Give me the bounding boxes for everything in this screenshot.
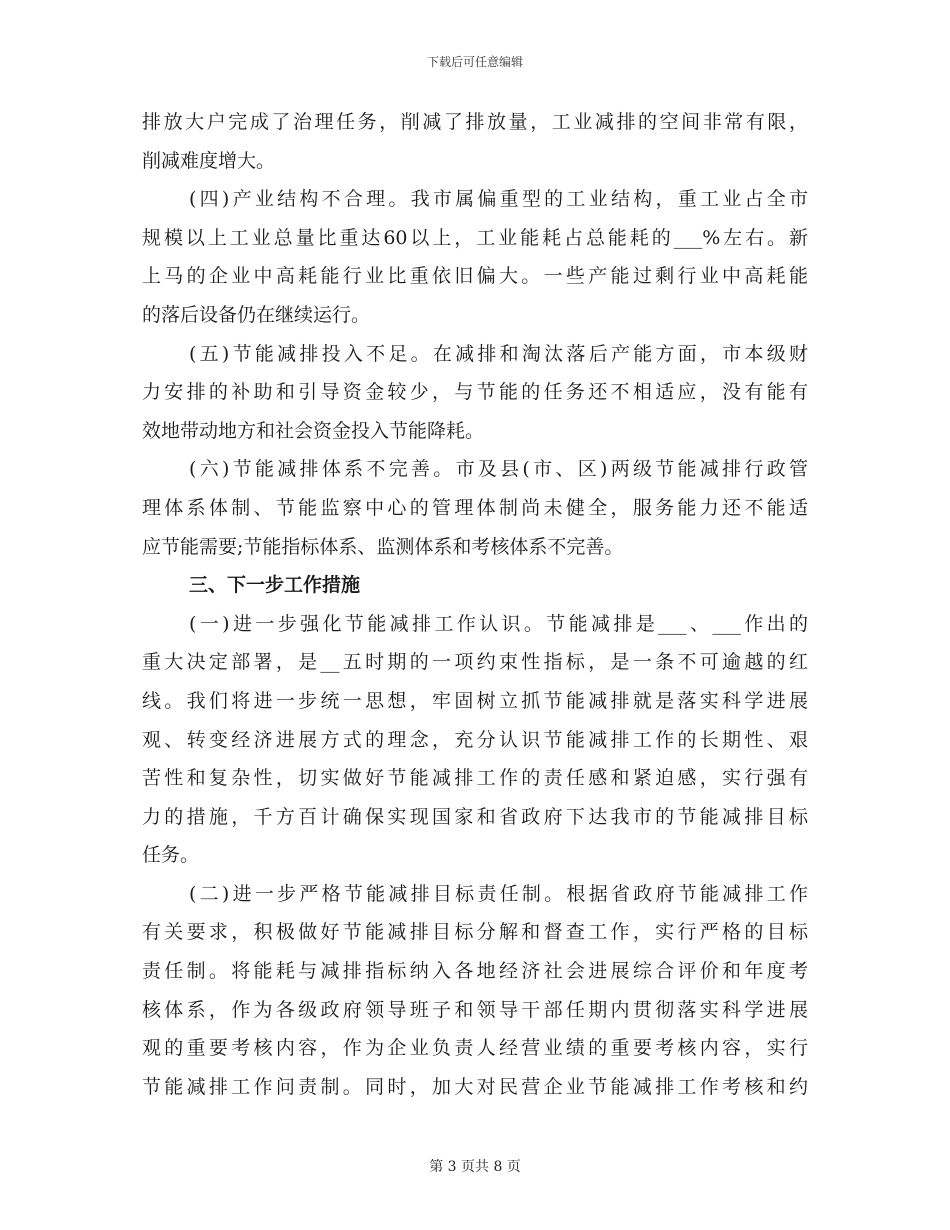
text-line: 责任制。将能耗与减排指标纳入各地经济社会进展综合评价和年度考	[142, 960, 808, 983]
text-line: 观、转变经济进展方式的理念，充分认识节能减排工作的长期性、艰	[142, 728, 808, 751]
paragraph-first-line: (五)节能减排投入不足。在减排和淘汰落后产能方面，市本级财	[189, 342, 808, 365]
text-line: 效地带动地方和社会资金投入节能降耗。	[142, 419, 485, 442]
text-line: 上马的企业中高耗能行业比重依旧偏大。一些产能过剩行业中高耗能	[142, 265, 808, 288]
page-number: 第 3 页共 8 页	[429, 1159, 521, 1175]
document-body	[142, 103, 808, 1106]
text-line: 重大决定部署，是__五时期的一项约束性指标，是一条不可逾越的红	[142, 651, 808, 674]
text-line: 有关要求，积极做好节能减排目标分解和督查工作，实行严格的目标	[142, 921, 808, 944]
text-line: 规模以上工业总量比重达60以上，工业能耗占总能耗的___%左右。新	[142, 226, 808, 249]
page-header: 下载后可任意编辑	[426, 55, 523, 69]
text-line: 力安排的补助和引导资金较少，与节能的任务还不相适应，没有能有	[142, 381, 808, 404]
section-heading: 三、下一步工作措施	[189, 574, 361, 597]
paragraph-first-line: (六)节能减排体系不完善。市及县(市、区)两级节能减排行政管	[189, 458, 808, 481]
text-line: 线。我们将进一步统一思想，牢固树立抓节能减排就是落实科学进展	[142, 689, 808, 712]
text-line: 核体系，作为各级政府领导班子和领导干部任期内贯彻落实科学进展	[142, 998, 808, 1021]
text-line: 观的重要考核内容，作为企业负责人经营业绩的重要考核内容，实行	[142, 1037, 808, 1060]
text-line: 应节能需要;节能指标体系、监测体系和考核体系不完善。	[142, 535, 624, 558]
text-line: 任务。	[142, 844, 200, 867]
paragraph-first-line: (二)进一步严格节能减排目标责任制。根据省政府节能减排工作	[189, 882, 808, 905]
text-line: 的落后设备仍在继续运行。	[142, 303, 371, 326]
text-line: 理体系体制、节能监察中心的管理体制尚未健全，服务能力还不能适	[142, 496, 808, 519]
paragraph-first-line: (一)进一步强化节能减排工作认识。节能减排是___、___作出的	[189, 612, 808, 635]
text-line: 节能减排工作问责制。同时，加大对民营企业节能减排工作考核和约	[142, 1075, 808, 1098]
paragraph-first-line: (四)产业结构不合理。我市属偏重型的工业结构，重工业占全市	[189, 188, 808, 211]
text-line: 削减难度增大。	[142, 149, 276, 172]
text-line: 排放大户完成了治理任务，削减了排放量，工业减排的空间非常有限，	[142, 111, 808, 133]
text-line: 力的措施，千方百计确保实现国家和省政府下达我市的节能减排目标	[142, 805, 808, 828]
text-line: 苦性和复杂性，切实做好节能减排工作的责任感和紧迫感，实行强有	[142, 767, 808, 790]
